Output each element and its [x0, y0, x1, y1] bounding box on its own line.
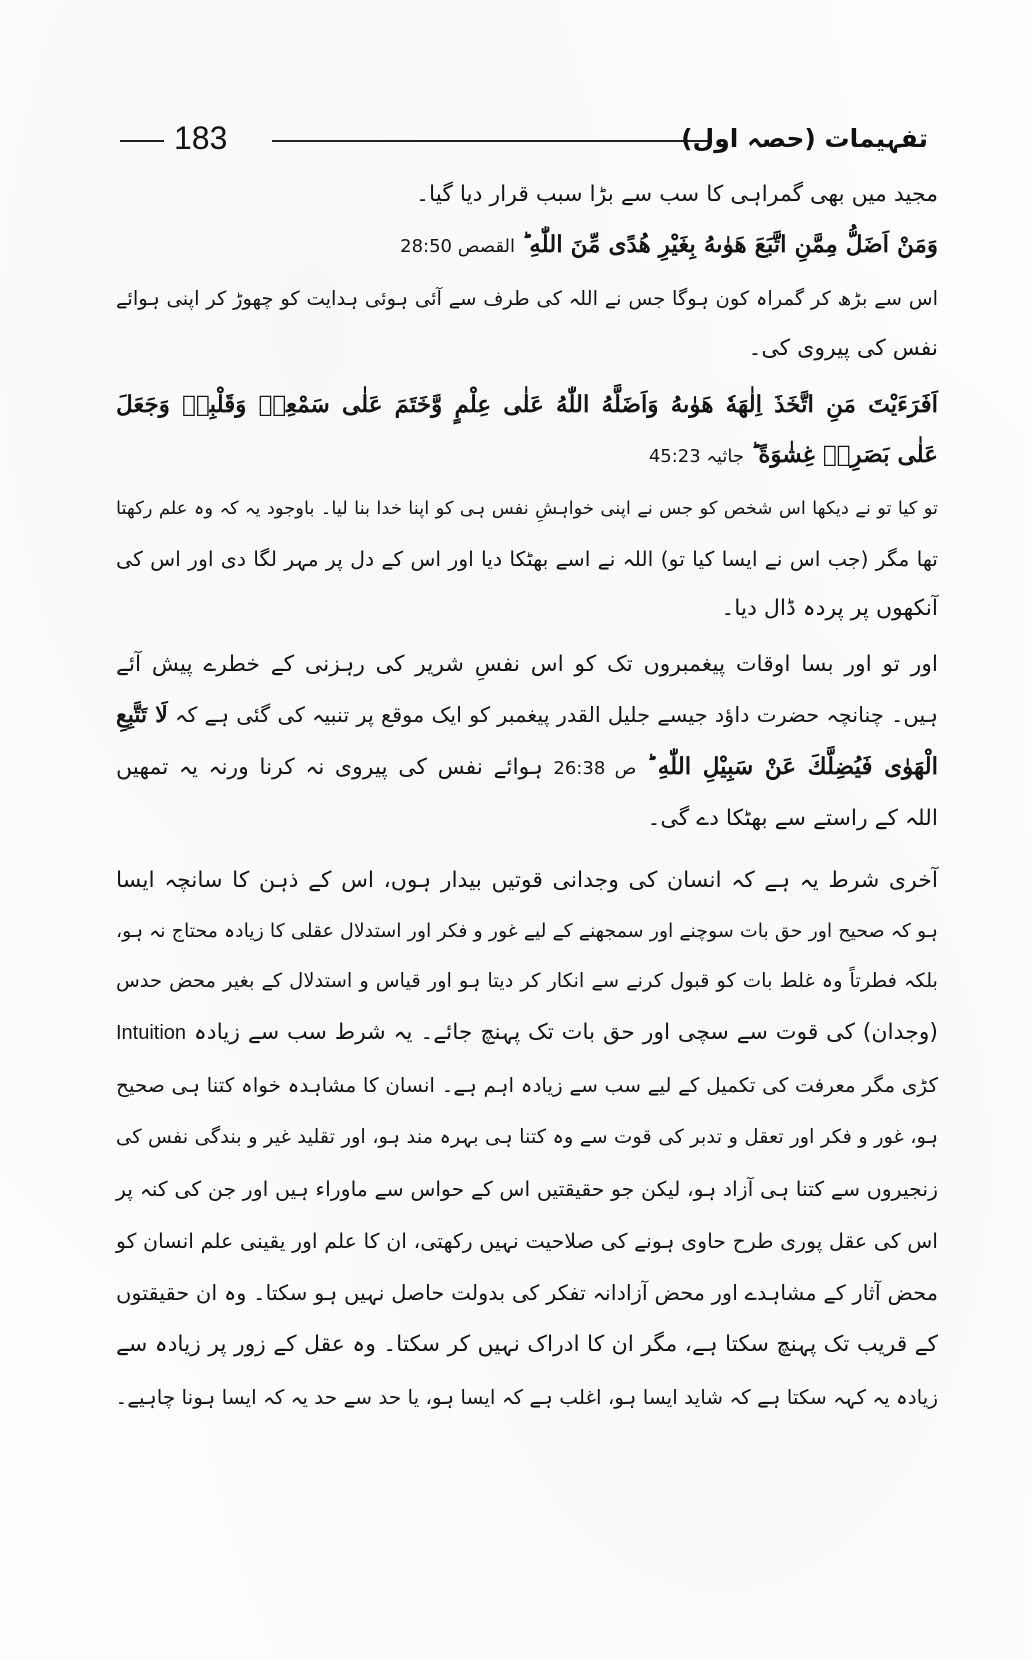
urdu-text: بلکہ فطرتاً وہ غلط بات کو قبول کرنے سے انکار کر دیتا ہو اور قیاس و استدلال کے بغیر محض حدس	[116, 969, 938, 992]
text-line-16	[116, 962, 938, 1004]
urdu-text: زیادہ یہ کہہ سکتا ہے کہ شاید ایسا ہو، اغلب ہے کہ ایسا ہو، یا حد سے حد یہ کہ ایسا ہونا چاہیے۔	[115, 1385, 938, 1409]
text-line-15	[116, 912, 938, 954]
text-line-9	[721, 590, 938, 632]
text-line-14	[116, 862, 938, 904]
header-rule-middle	[272, 140, 712, 142]
quran-verse-line-2	[116, 386, 938, 428]
latin-term: Intuition	[116, 1022, 187, 1044]
urdu-text: ہو، غور و فکر اور تعقل و تدبر کی قوت سے وہ کتنا ہی بہرہ مند ہو، اور تقلید غیر و بندگی نفس کی	[116, 1125, 938, 1148]
page-header	[120, 118, 928, 162]
urdu-text: اس کی عقل پوری طرح حاوی ہونے کی صلاحیت نہیں رکھتی، ان کا علم اور یقینی علم انسان کو	[116, 1229, 938, 1253]
quran-verse-line-1	[400, 226, 938, 268]
text-line-21	[116, 1222, 938, 1264]
urdu-text: مجید میں بھی گمراہی کا سب سے بڑا سبب قرار دیا گیا۔	[416, 182, 938, 207]
urdu-text: تھا مگر (جب اس نے ایسا کیا تو) اللہ نے اسے بھٹکا دیا اور اس کے دل پر مہر لگا دی اور اس کی	[116, 547, 938, 571]
text-line-19	[116, 1118, 938, 1160]
text-line-11	[116, 696, 938, 738]
text-line-13	[648, 800, 938, 842]
urdu-text: محض آثار کے مشاہدے اور محض آزادانہ تفکر کی بدولت حاصل نہیں ہو سکتا۔ وہ ان حقیقتوں	[116, 1281, 938, 1305]
verse-reference: ص 26:38	[553, 758, 637, 779]
arabic-verse: عَلٰى بَصَرِهٖ غِشٰوَةً ؕ	[751, 441, 938, 468]
text-line-1	[416, 176, 938, 218]
arabic-verse: لَا تَتَّبِعِ	[116, 702, 168, 728]
verse-reference: القصص 28:50	[400, 236, 515, 257]
text-line-18	[116, 1066, 938, 1108]
urdu-text: آنکھوں پر پردہ ڈال دیا۔	[721, 596, 938, 621]
urdu-text: زنجیروں سے کتنا ہی آزاد ہو، لیکن جو حقیقتیں اس کے حواس سے ماوراء ہیں اور جن کی کنہ پر	[116, 1177, 938, 1201]
text-line-4	[748, 330, 938, 372]
urdu-text: ہوائے نفس کی پیروی نہ کرنا ورنہ یہ تمھیں	[116, 755, 543, 780]
text-line-8	[116, 540, 938, 582]
page-number: 183	[174, 120, 228, 156]
arabic-verse: اَفَرَءَيْتَ مَنِ اتَّخَذَ اِلٰهَهٗ هَوٰىهُ وَاَضَلَّهُ اللّٰهُ عَلٰى عِلْمٍ وَّخَتَمَ عَلٰى سَمْعِهٖ وَقَلْبِهٖ وَجَعَلَ	[116, 391, 938, 418]
verse-reference: جاثیہ 45:23	[648, 446, 745, 467]
text-line-17	[116, 1014, 938, 1056]
urdu-text: (وجدان) کی قوت سے سچی اور حق بات تک پہنچ جائے۔ یہ شرط سب سے زیادہ	[193, 1020, 938, 1045]
urdu-text: اس سے بڑھ کر گمراہ کون ہوگا جس نے اللہ کی طرف سے آئی ہوئی ہدایت کو چھوڑ کر اپنی ہوائے	[116, 287, 938, 310]
text-line-10	[116, 646, 938, 688]
page-body	[116, 168, 938, 1628]
urdu-text: ہو کہ صحیح اور حق بات سوچنے اور سمجھنے کے لیے غور و فکر اور استدلال عقلی کا زیادہ محتاج نہ ہو،	[116, 920, 938, 942]
arabic-verse: وَمَنْ اَضَلُّ مِمَّنِ اتَّبَعَ هَوٰىهُ بِغَيْرِ هُدًى مِّنَ اللّٰهِ ؕ	[522, 231, 938, 258]
running-title: تفہیمات (حصہ اول)	[681, 124, 928, 153]
urdu-text: آخری شرط یہ ہے کہ انسان کی وجدانی قوتیں بیدار ہوں، اس کے ذہن کا سانچہ ایسا	[116, 868, 938, 893]
urdu-text: کڑی مگر معرفت کی تکمیل کے لیے سب سے زیادہ اہم ہے۔ انسان کا مشاہدہ خواہ کتنا ہی صحیح	[116, 1073, 938, 1097]
text-line-23	[116, 1326, 938, 1368]
text-line-3	[116, 280, 938, 322]
header-rule-left	[120, 140, 164, 142]
text-line-20	[116, 1170, 938, 1212]
quran-verse-line-3	[649, 436, 938, 478]
urdu-text: نفس کی پیروی کی۔	[748, 336, 938, 361]
urdu-text: اور تو اور بسا اوقات پیغمبروں تک کو اس نفسِ شریر کی رہزنی کے خطرے پیش آئے	[116, 652, 938, 677]
text-line-24	[116, 1378, 938, 1420]
urdu-text: ہیں۔ چنانچہ حضرت داؤد جیسے جلیل القدر پیغمبر کو ایک موقع پر تنبیہ کی گئی ہے کہ	[175, 703, 938, 727]
urdu-text: اللہ کے راستے سے بھٹکا دے گی۔	[647, 806, 938, 831]
urdu-text: کے قریب تک پہنچ سکتا ہے، مگر ان کا ادراک نہیں کر سکتا۔ وہ عقل کے زور پر زیادہ سے	[116, 1332, 938, 1357]
text-line-7	[116, 490, 938, 532]
text-line-22	[116, 1274, 938, 1316]
arabic-verse: الْهَوٰى فَيُضِلَّكَ عَنْ سَبِيْلِ اللّٰهِ ؕ	[646, 753, 939, 780]
text-line-12	[116, 748, 938, 790]
urdu-text: تو کیا تو نے دیکھا اس شخص کو جس نے اپنی خواہشِ نفس ہی کو اپنا خدا بنا لیا۔ باوجود یہ کہ وہ علم رکھتا	[116, 498, 938, 519]
